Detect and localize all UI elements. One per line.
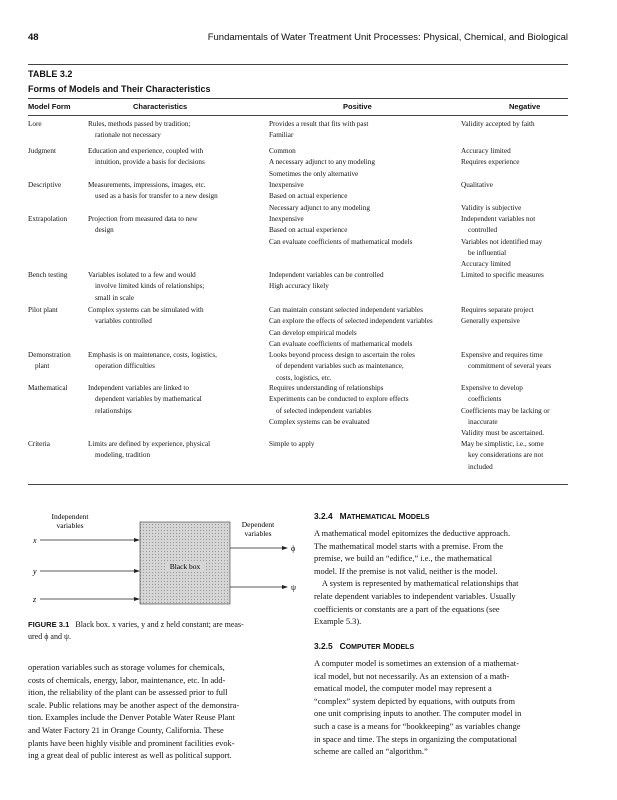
black-box-label: Black box (169, 562, 201, 571)
cell-line: Can evaluate coefficients of mathematical models (269, 339, 413, 348)
input-z-arrowhead (134, 597, 140, 601)
paragraph-line: and Water Factory 21 in Orange County, California. These (28, 725, 224, 735)
table-cell-model-form (28, 305, 58, 316)
page-number: 48 (28, 32, 39, 43)
cell-line: commitment of several years (468, 362, 552, 371)
table-bottom-rule (28, 484, 568, 485)
table-header-rule (28, 115, 568, 116)
section-title-initial: C (339, 641, 346, 651)
cell-line: Mathematical (28, 384, 68, 392)
section-heading (314, 641, 570, 651)
cell-line: Validity is subjective (461, 203, 522, 212)
cell-line: Necessary adjunct to any modeling (269, 203, 370, 212)
paragraph (314, 528, 570, 578)
figure-caption-text-1: Black box. x varies, y and z held constant; are meas- (75, 620, 244, 629)
cell-line (461, 191, 521, 202)
cell-line: Requires experience (461, 158, 520, 167)
cell-line: High accuracy likely (269, 282, 329, 291)
paragraph-line: ematical model, the computer model may represent a (314, 684, 492, 694)
cell-line: rationale not necessary (95, 131, 161, 140)
section-heading (314, 511, 570, 521)
section-title-rest-2: ODELS (405, 514, 430, 521)
cell-line: Complex systems can be evaluated (269, 417, 370, 426)
paragraph-line: A system is represented by mathematical relationships that (314, 579, 519, 589)
table-cell-characteristics (88, 180, 218, 203)
table-header (28, 102, 568, 114)
cell-line: Inexpensive (269, 181, 304, 189)
cell-line: design (95, 226, 114, 235)
table-cell-characteristics (88, 350, 217, 373)
table-cell-negative (461, 305, 534, 328)
paragraph-line: such a case is a means for “bookkeeping” as variables change (314, 721, 521, 731)
paragraph-line: plants have been highly visible and prominent facilities evok- (28, 738, 235, 748)
cell-line: controlled (468, 226, 498, 235)
table-cell-negative (461, 214, 542, 270)
cell-line: Lore (28, 120, 42, 128)
cell-line: of selected independent variables (276, 406, 372, 415)
cell-line: included (468, 462, 493, 471)
cell-line: inaccurate (468, 417, 498, 426)
table-cell-positive (269, 350, 415, 384)
figure-caption-label: FIGURE 3.1 (28, 620, 70, 629)
paragraph-line: ical model, but not necessarily. As an extension of a math- (314, 671, 510, 681)
paragraph-line: operation variables such as storage volumes for chemicals, (28, 663, 225, 672)
cell-line: variables controlled (95, 317, 152, 326)
cell-line: Generally expensive (461, 317, 520, 326)
cell-line: Complex systems can be simulated with (88, 306, 204, 314)
cell-line: Common (269, 147, 296, 155)
table-cell-negative (461, 180, 521, 214)
cell-line: Limited to specific measures (461, 271, 544, 279)
table-cell-negative (461, 383, 550, 439)
paragraph-line: scheme are called an “algorithm.” (314, 747, 428, 757)
cell-line: Judgment (28, 147, 56, 155)
cell-line: Accuracy limited (461, 260, 511, 269)
section-number: 3.2.4 (314, 511, 333, 521)
cell-line: Familiar (269, 131, 294, 140)
table-cell-model-form (28, 350, 71, 373)
paragraph-line: Example 5.3). (314, 617, 362, 627)
input-z-label: z (33, 595, 37, 604)
cell-line: Validity accepted by faith (461, 120, 535, 128)
cell-line: Expensive to develop (461, 384, 523, 392)
cell-line: Qualitative (461, 181, 493, 189)
section-body (314, 658, 570, 759)
cell-line: Can evaluate coefficients of mathematical models (269, 237, 413, 246)
cell-line: Based on actual experience (269, 226, 348, 235)
cell-line: Limits are defined by experience, physical (88, 440, 211, 448)
table-cell-model-form (28, 180, 61, 191)
cell-line: Validity must be ascertained. (461, 429, 545, 438)
paragraph-line: relate dependent variables to independent variables. Usually (314, 591, 516, 601)
table-cell-positive (269, 146, 375, 180)
black-box-diagram (28, 508, 298, 613)
section-3-2-5 (314, 641, 570, 759)
dependent-label-line1: Dependent (241, 520, 275, 529)
paragraph-line: in space and time. The steps in organizing the computational (314, 734, 517, 744)
input-y-label: y (33, 567, 37, 576)
table-label: TABLE 3.2 (28, 69, 73, 79)
paragraph (314, 658, 570, 759)
table-cell-negative (461, 119, 535, 130)
paragraph-line: coefficients or constants are a part of the equations (see (314, 604, 500, 614)
dependent-label-line2: variables (244, 529, 272, 538)
cell-line: small in scale (95, 293, 135, 302)
cell-line: Simple to apply (269, 440, 315, 448)
cell-line: Looks beyond process design to ascertain the roles (269, 351, 415, 359)
cell-line: Education and experience, coupled with (88, 147, 204, 155)
cell-line: Variables not identified may (461, 237, 543, 246)
output-phi-arrowhead (282, 546, 288, 550)
cell-line: Projection from measured data to new (88, 215, 198, 223)
section-title-initial-2: M (398, 511, 406, 521)
paragraph-line: A computer model is sometimes an extension of a mathemat- (314, 659, 519, 668)
section-title-initial: M (339, 511, 347, 521)
column-header: Characteristics (133, 102, 188, 111)
table-cell-negative (461, 270, 544, 281)
paragraph-line: premise, we build an “edifice,” i.e., the mathematical (314, 554, 493, 564)
cell-line: Measurements, impressions, images, etc. (88, 181, 206, 189)
table-cell-model-form (28, 119, 42, 130)
cell-line: Accuracy limited (461, 147, 511, 155)
cell-line: Sometimes the only alternative (269, 169, 359, 178)
table-cell-positive (269, 270, 384, 293)
table-cell-positive (269, 305, 433, 350)
cell-line: Bench testing (28, 271, 68, 279)
table-cell-model-form (28, 214, 67, 225)
section-number: 3.2.5 (314, 641, 333, 651)
running-title: Fundamentals of Water Treatment Unit Processes: Physical, Chemical, and Biological (207, 32, 568, 43)
table-cell-characteristics (88, 305, 204, 328)
cell-line: Criteria (28, 440, 50, 448)
table-cell-characteristics (88, 214, 198, 237)
paragraph-line: tion. Examples include the Denver Potable Water Reuse Plant (28, 713, 235, 723)
table-cell-characteristics (88, 383, 202, 417)
table-cell-characteristics (88, 270, 204, 304)
input-y-arrowhead (134, 569, 140, 573)
paragraph-line: one unit comprising inputs to another. The computer model in (314, 709, 522, 719)
independent-label-line1: Independent (51, 512, 89, 521)
table-cell-negative (461, 439, 544, 473)
table-cell-characteristics (88, 119, 190, 142)
paragraph (314, 578, 570, 628)
cell-line: Independent variables not (461, 215, 536, 223)
input-x-label: x (33, 536, 37, 545)
left-column-paragraph (28, 662, 306, 763)
column-header: Negative (509, 102, 541, 111)
cell-line: operation difficulties (95, 362, 155, 371)
cell-line: Can develop empirical models (269, 328, 357, 337)
cell-line: Demonstration (28, 351, 71, 359)
cell-line: Based on actual experience (269, 192, 348, 201)
table-cell-model-form (28, 146, 56, 157)
header-rule (28, 64, 568, 65)
paragraph-line: ing a great deal of public interest as well as political support. (28, 751, 232, 761)
page-header (28, 32, 568, 46)
table-cell-model-form (28, 383, 68, 394)
cell-line: costs, logistics, etc. (276, 373, 332, 382)
cell-line: Requires understanding of relationships (269, 384, 384, 392)
cell-line: modeling, tradition (95, 451, 151, 460)
output-psi-label: ψ (291, 583, 297, 592)
paragraph-line: A mathematical model epitomizes the deductive approach. (314, 529, 511, 538)
cell-line: involve limited kinds of relationships; (95, 282, 205, 291)
table-title: Forms of Models and Their Characteristics (28, 84, 211, 94)
table-cell-characteristics (88, 439, 210, 462)
cell-line: Can explore the effects of selected independent variables (269, 317, 433, 326)
paragraph-line: costs of chemicals, energy, labor, maintenance, etc. In add- (28, 675, 226, 685)
section-3-2-4 (314, 511, 570, 629)
cell-line: Pilot plant (28, 306, 58, 314)
table-cell-positive (269, 119, 368, 142)
table-cell-positive (269, 383, 409, 428)
black-box-figure (28, 508, 298, 613)
paragraph-line: The mathematical model starts with a premise. From the (314, 541, 504, 551)
cell-line: Can maintain constant selected independent variables (269, 306, 423, 314)
cell-line: dependent variables by mathematical (95, 395, 202, 404)
cell-line: Inexpensive (269, 215, 304, 223)
paragraph-line: ition, the reliability of the plant can be assessed prior to full (28, 688, 228, 698)
cell-line: intuition, provide a basis for decisions (95, 158, 205, 167)
cell-line: May be simplistic, i.e., some (461, 440, 544, 448)
cell-line: Provides a result that fits with past (269, 120, 369, 128)
cell-line: A necessary adjunct to any modeling (269, 158, 375, 167)
cell-line: Expensive and requires time (461, 351, 543, 359)
section-title-rest: ATHEMATICAL (346, 514, 397, 521)
cell-line: coefficients (468, 395, 502, 404)
cell-line: plant (35, 362, 50, 371)
cell-line: Rules, methods passed by tradition; (88, 120, 191, 128)
cell-line: Emphasis is on maintenance, costs, logistics, (88, 351, 217, 359)
section-title-initial-2: M (383, 641, 390, 651)
paragraph-line: “complex” system depicted by equations, with outputs from (314, 696, 515, 706)
section-title-rest-2: ODELS (390, 644, 415, 651)
cell-line: Extrapolation (28, 215, 68, 223)
table-cell-characteristics (88, 146, 205, 169)
figure-caption (28, 619, 300, 642)
cell-line: used as a basis for transfer to a new design (95, 192, 218, 201)
cell-line: Experiments can be conducted to explore effects (269, 395, 409, 404)
table-cell-negative (461, 146, 519, 169)
table-cell-model-form (28, 270, 67, 281)
column-header: Model Form (28, 102, 71, 111)
input-x-arrowhead (134, 538, 140, 542)
cell-line: key considerations are not (468, 451, 544, 460)
independent-label-line2: variables (56, 521, 84, 530)
table-cell-negative (461, 350, 551, 373)
cell-line: Descriptive (28, 181, 62, 189)
output-psi-arrowhead (282, 585, 288, 589)
table-cell-positive (269, 180, 370, 214)
column-header: Positive (343, 102, 372, 111)
cell-line: Requires separate project (461, 306, 534, 314)
table-cell-positive (269, 214, 412, 248)
section-title-rest: OMPUTER (345, 644, 381, 651)
paragraph-line: model. If the premise is not valid, neither is the model. (314, 566, 498, 576)
cell-line: relationships (95, 406, 132, 415)
cell-line: Independent variables are linked to (88, 384, 189, 392)
table-top-rule (28, 98, 568, 99)
cell-line: of dependent variables such as maintenance, (276, 362, 404, 371)
cell-line: be influential (468, 248, 507, 257)
cell-line: Variables isolated to a few and would (88, 271, 196, 279)
cell-line: Coefficients may be lacking or (461, 406, 550, 415)
paragraph-line: scale. Public relations may be another aspect of the demonstra- (28, 700, 240, 710)
table-cell-positive (269, 439, 315, 450)
figure-caption-text-2: ured ϕ and ψ. (28, 631, 71, 641)
cell-line: Independent variables can be controlled (269, 271, 384, 279)
output-phi-label: ϕ (291, 544, 296, 553)
table-cell-model-form (28, 439, 50, 450)
section-body (314, 528, 570, 629)
